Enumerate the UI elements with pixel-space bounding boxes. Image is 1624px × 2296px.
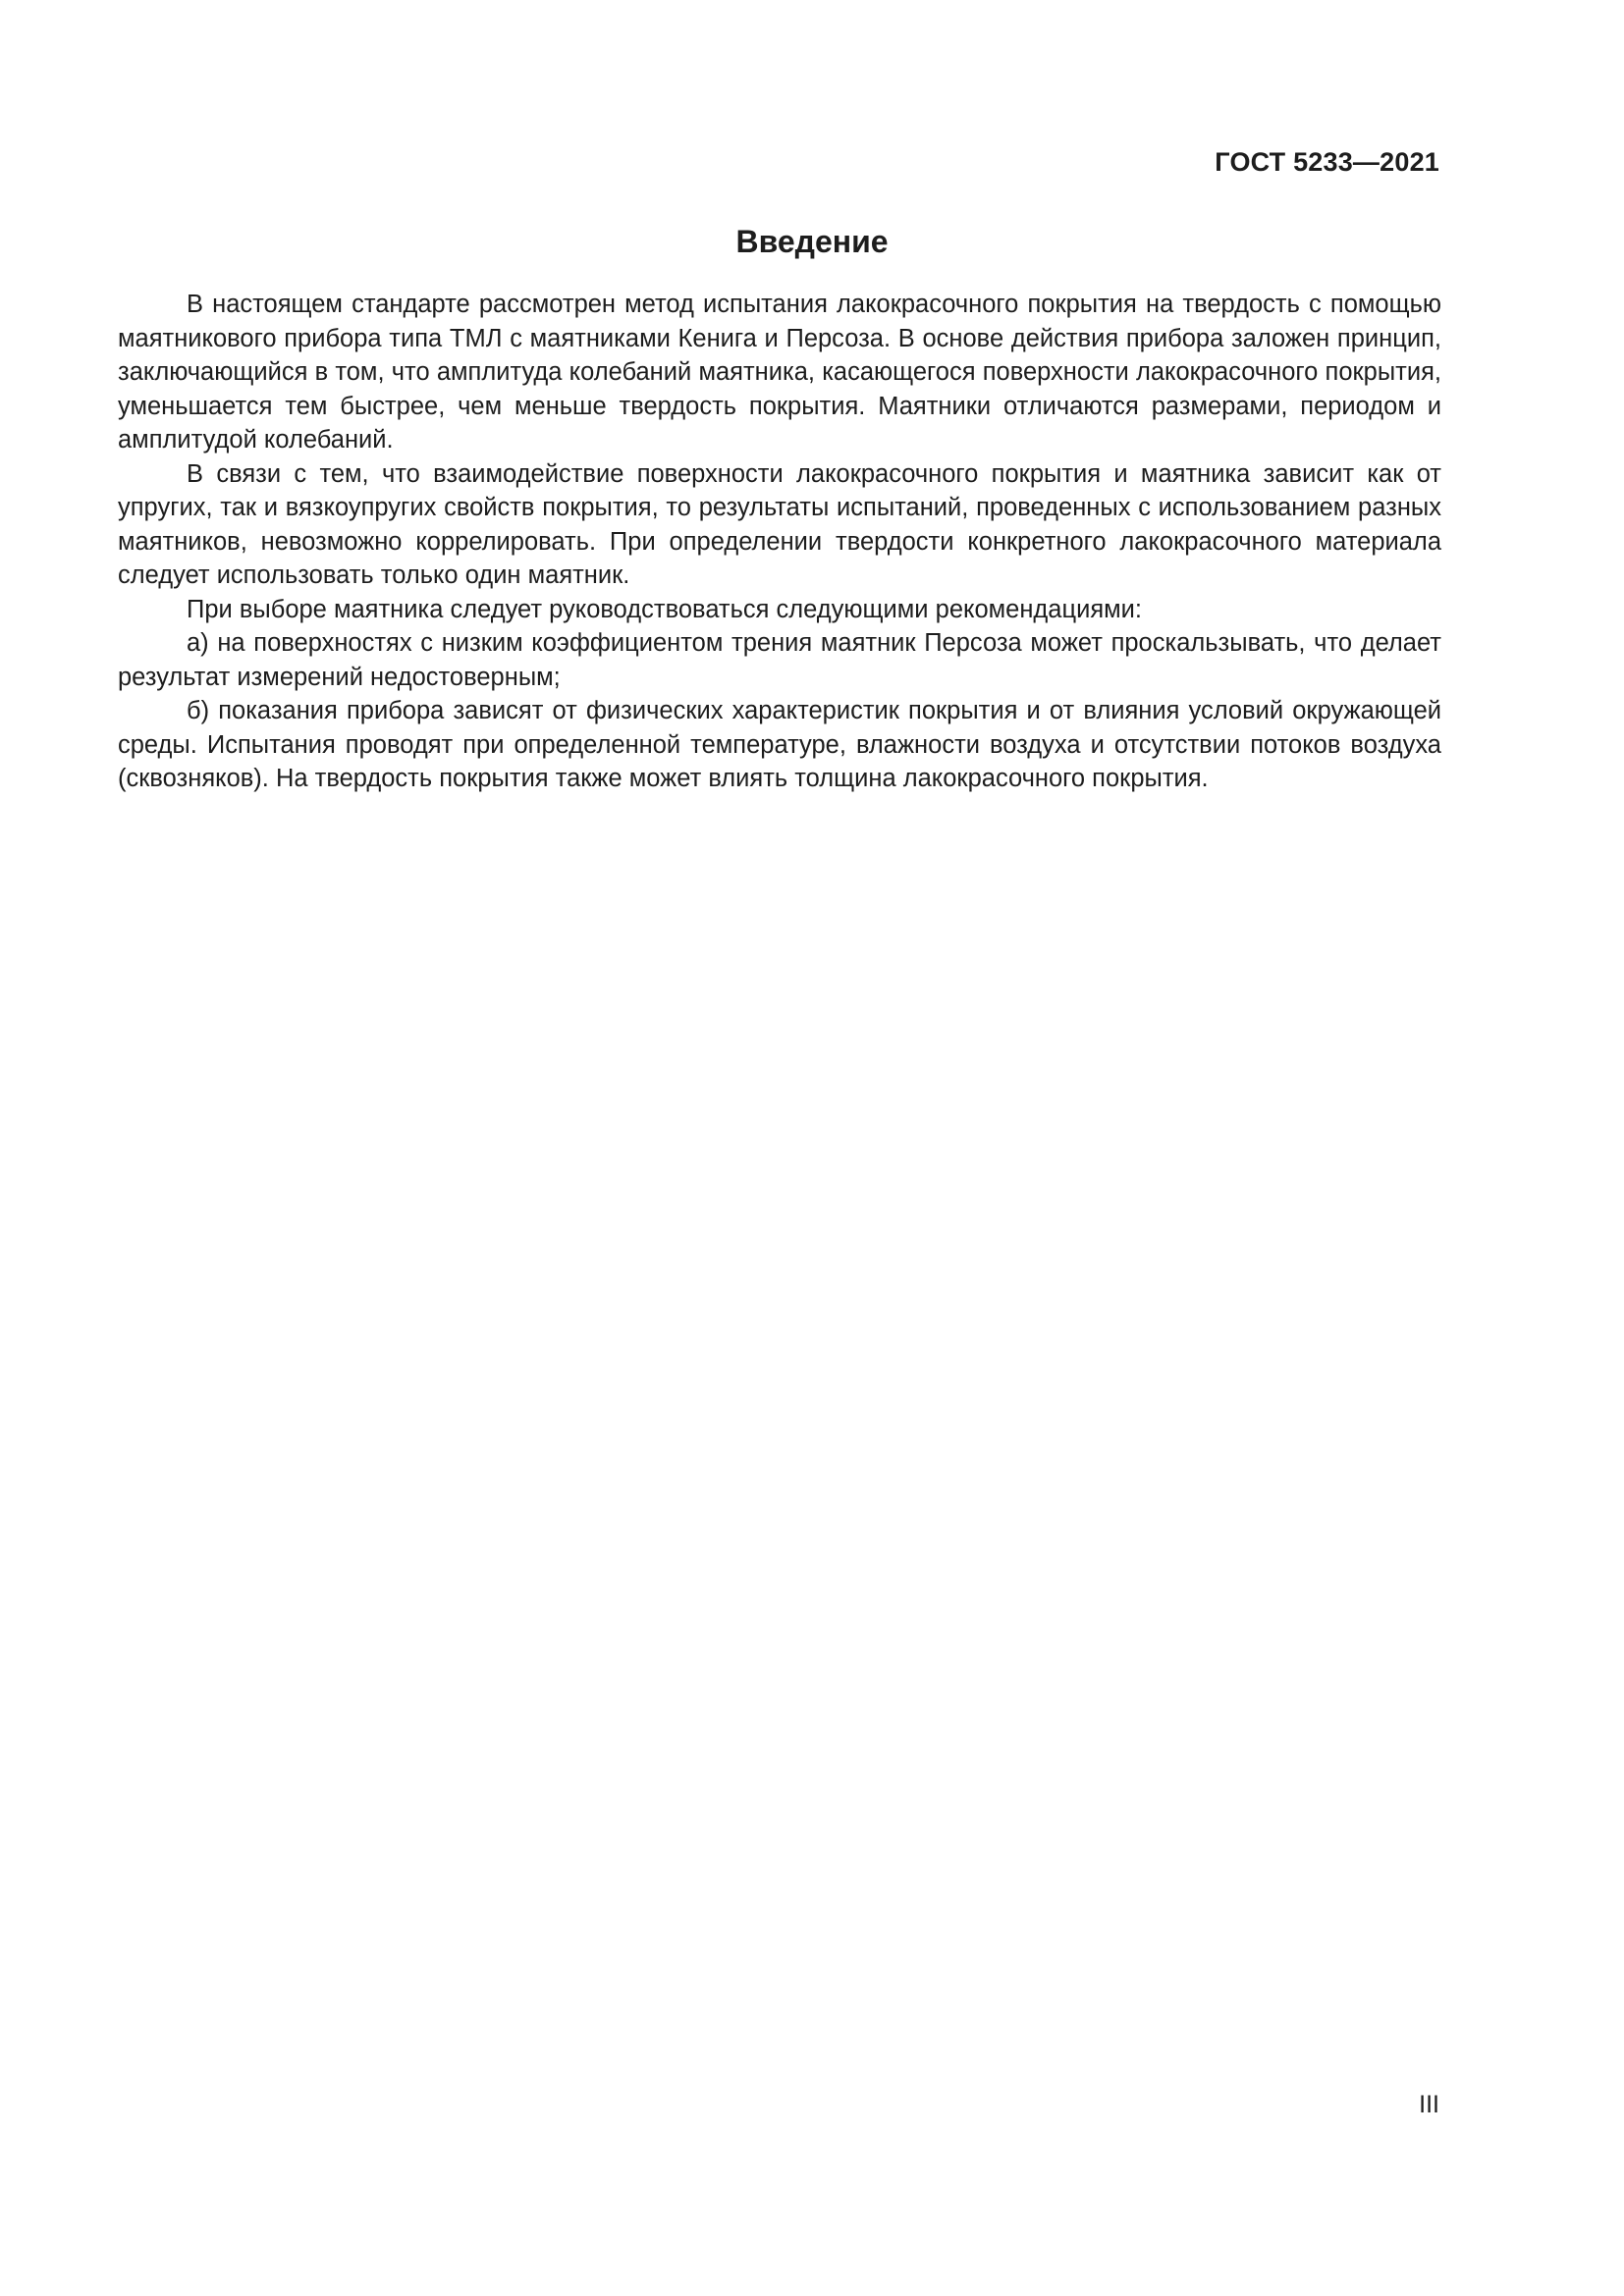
document-standard-id: ГОСТ 5233—2021 (1215, 147, 1439, 177)
section-title: Введение (735, 224, 889, 259)
paragraph-correlation: В связи с тем, что взаимодействие поверхности лакокрасочного покрытия и маятника зависит как от упругих, так и вязкоупругих свойств покрытия, то результаты испытаний, проведенных с использованием разных маятников, невозможно коррелировать. При определении твердости конкретного лакокрасочного материала следует использовать только один маятник. (118, 459, 1441, 589)
page-number: III (1419, 2091, 1439, 2118)
paragraph-intro: В настоящем стандарте рассмотрен метод испытания лакокрасочного покрытия на твердость с помощью маятникового прибора типа ТМЛ с маятниками Кенига и Персоза. В основе действия прибора заложен принцип, заключающийся в том, что амплитуда колебаний маятника, касающегося поверхности лакокрасочного покрытия, уменьшается тем быстрее, чем меньше твердость покрытия. Маятники отличаются размерами, периодом и амплитудой колебаний. (118, 291, 1441, 454)
paragraph-recommendations-lead: При выборе маятника следует руководствоваться следующими рекомендациями: (187, 595, 1142, 623)
body-text (118, 288, 1441, 796)
list-item-b: б) показания прибора зависят от физических характеристик покрытия и от влияния условий окружающей среды. Испытания проводят при определенной температуре, влажности воздуха и отсутствии потоков воздуха (сквозняков). На твердость покрытия также может влиять толщина лакокрасочного покрытия. (118, 697, 1441, 792)
list-item-a: а) на поверхностях с низким коэффициентом трения маятник Персоза может проскальзывать, что делает результат измерений недостоверным; (118, 629, 1441, 691)
